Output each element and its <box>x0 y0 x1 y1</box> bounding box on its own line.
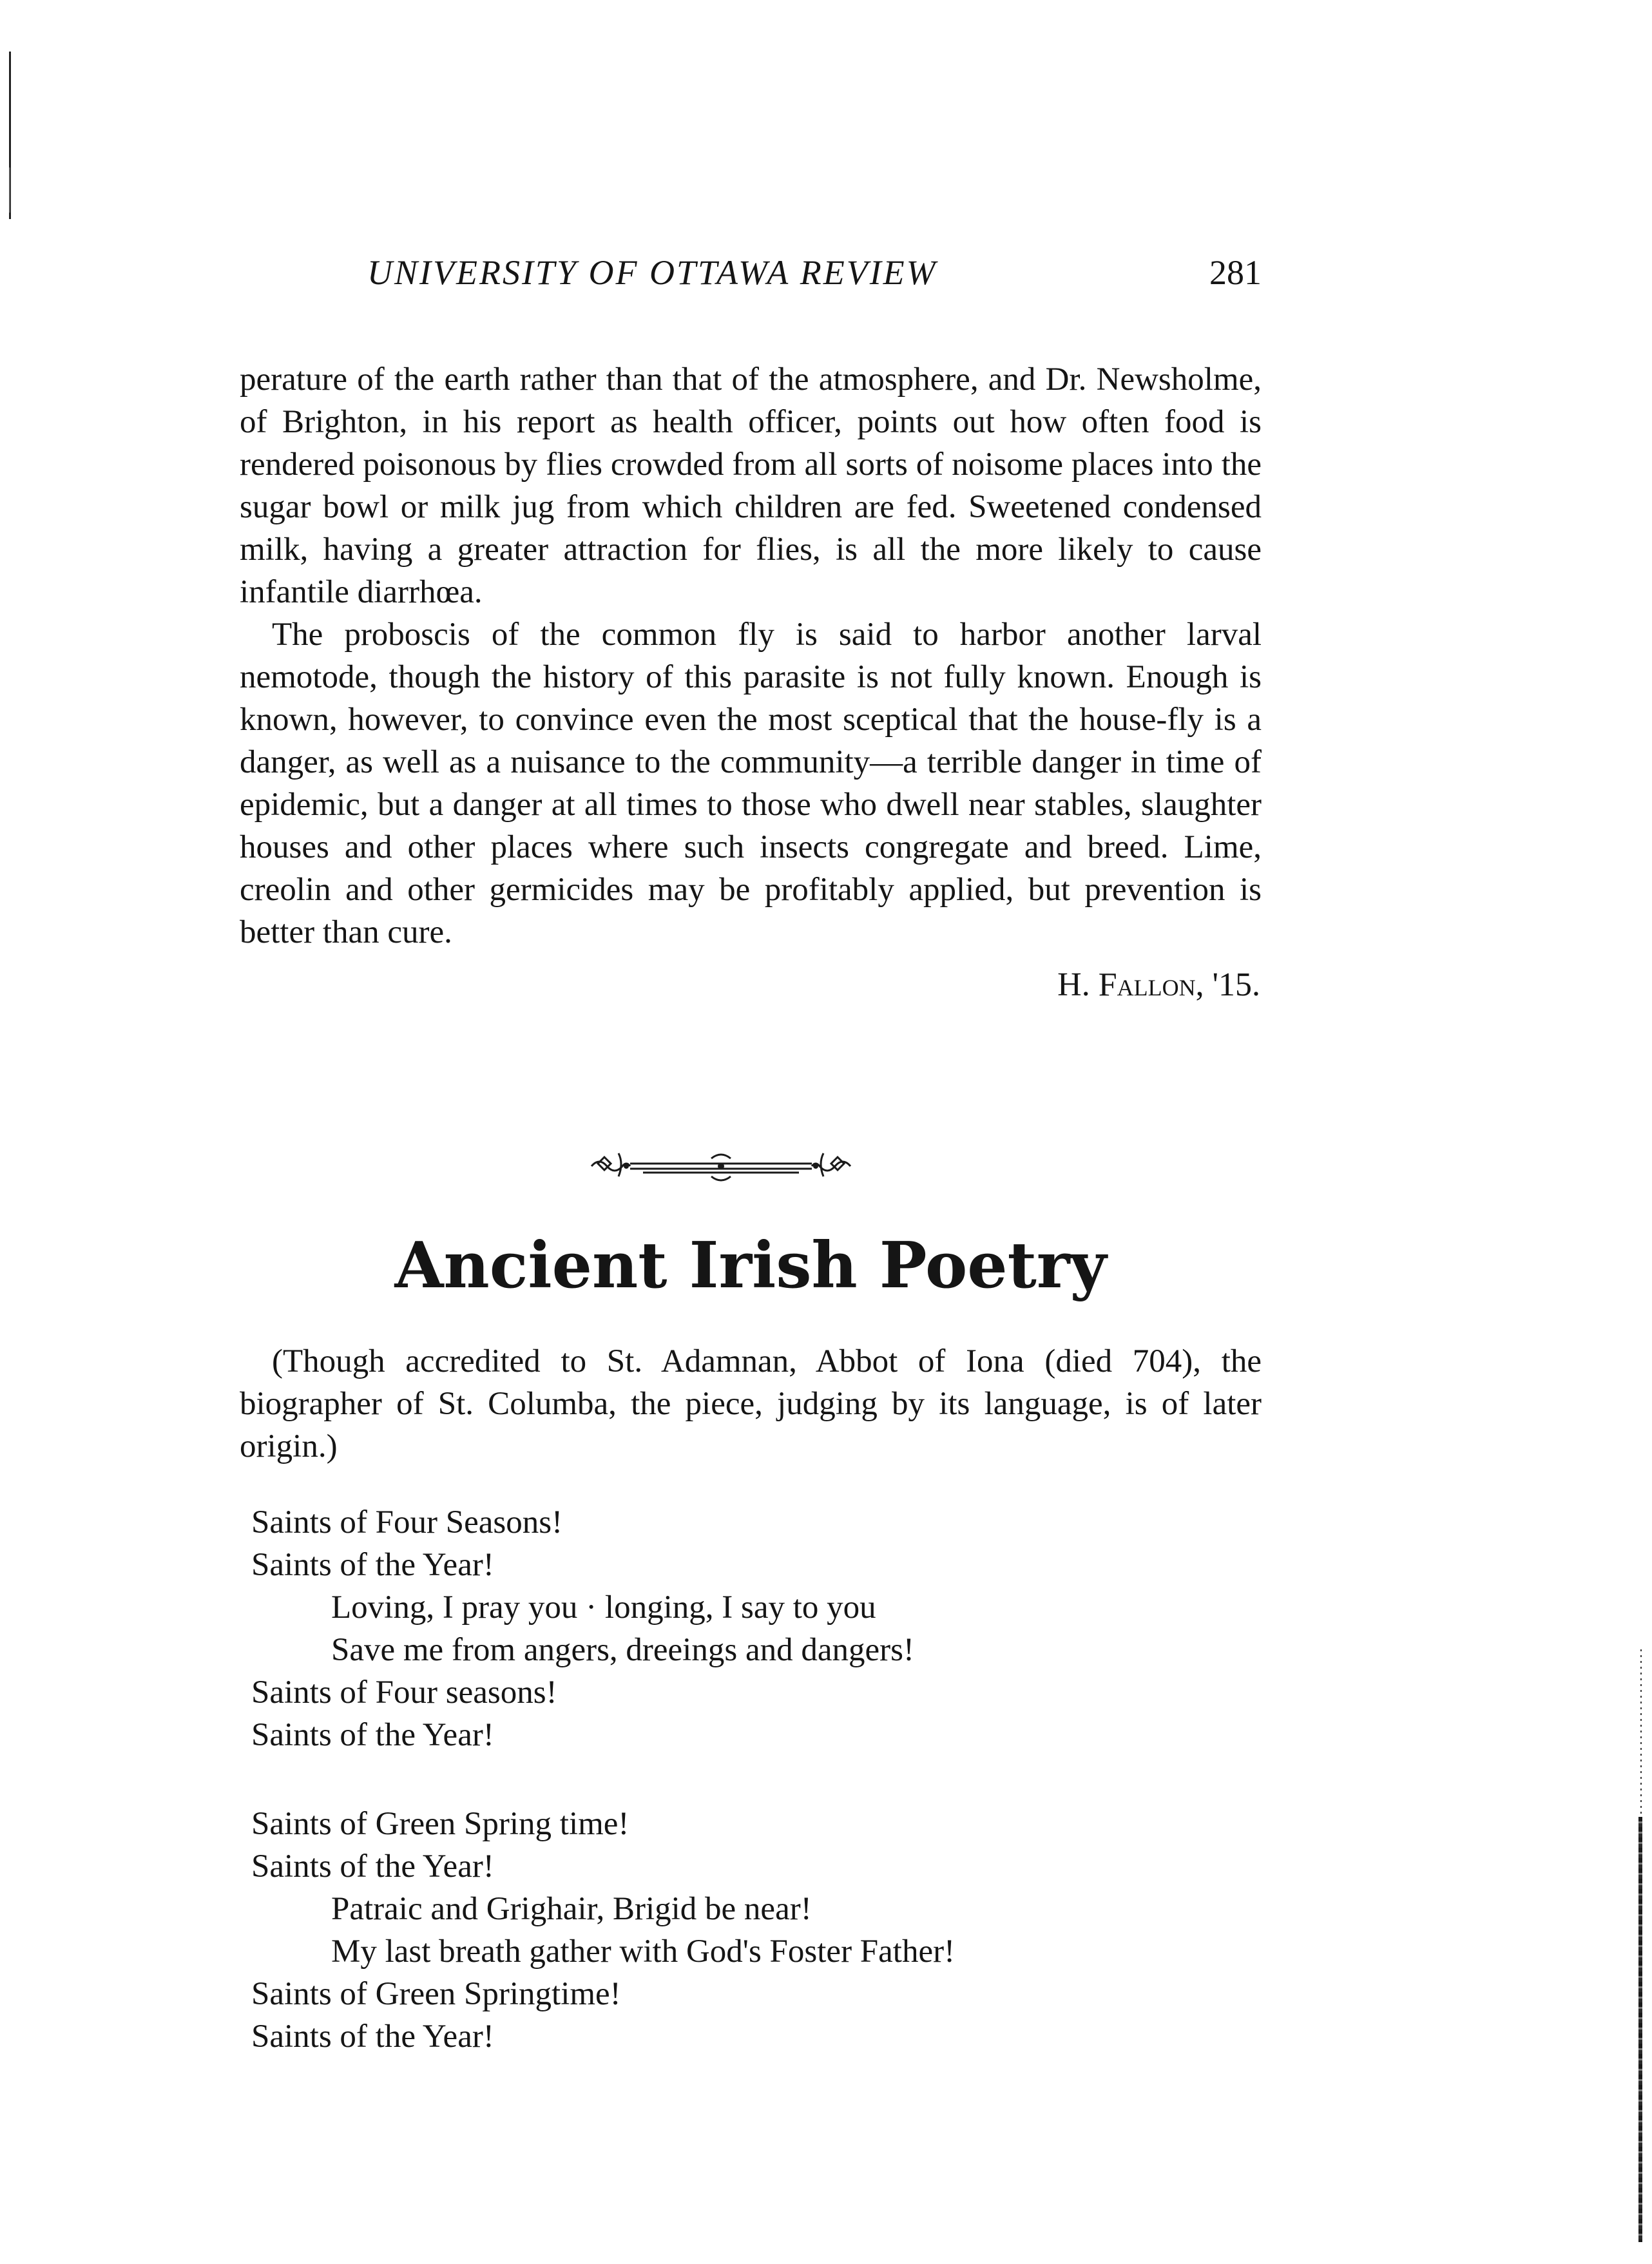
poem-line: Saints of the Year! <box>251 1717 494 1753</box>
scan-edge-mark <box>1640 1649 1642 1817</box>
scan-edge-mark <box>1638 1817 1642 2242</box>
running-title: UNIVERSITY OF OTTAWA REVIEW <box>367 253 937 292</box>
poem-title: Ancient Irish Poetry <box>394 1229 1107 1303</box>
poem-line: Save me from angers, dreeings and dangers! <box>331 1632 914 1668</box>
author-name: H. Fallon <box>1057 966 1196 1003</box>
page-header <box>367 253 1262 298</box>
poem-stanza <box>251 1501 1263 1756</box>
poem-line: Saints of Four Seasons! <box>251 1504 563 1540</box>
article-continuation <box>240 358 1262 1006</box>
poem-line: Saints of the Year! <box>251 1848 494 1885</box>
poem-line: Saints of Four seasons! <box>251 1674 557 1711</box>
poem-line: Saints of Green Springtime! <box>251 1976 621 2012</box>
author-year: , '15. <box>1195 966 1260 1003</box>
scan-edge-mark <box>9 168 10 213</box>
article-paragraph: perature of the earth rather than that of the atmosphere, and Dr. Newsholme, of Brighton, in his report as health officer, points out how often food is rendered poisonous by flies crowded from all sorts of noisome places into the sugar bowl or milk jug from which children are fed. Sweetened condensed milk, having a greater attraction for flies, is all the more likely to cause infantile diarrhœa. <box>240 361 1262 610</box>
poem-line: Patraic and Grighair, Brigid be near! <box>331 1891 812 1927</box>
poem-line: Saints of Green Spring time! <box>251 1806 629 1842</box>
page-number: 281 <box>1209 253 1262 292</box>
poem-line: Saints of the Year! <box>251 2019 494 2055</box>
poem-stanza <box>251 1803 1263 2058</box>
ornament-divider <box>585 1144 857 1191</box>
poem-line: Loving, I pray you · longing, I say to you <box>331 1589 876 1626</box>
article-paragraph: The proboscis of the common fly is said to harbor another larval nemotode, though the history of this parasite is not fully known. Enough is known, however, to convince even the most sceptical that the house-fly is a danger, as well as a nuisance to the community—a terrible danger in time of epidemic, but a danger at all times to those who dwell near stables, slaughter houses and other places where such insects congregate and breed. Lime, creolin and other germicides may be profitably applied, but prevention is better than cure. <box>240 617 1262 950</box>
author-signature <box>240 964 1262 1006</box>
poem-line: My last breath gather with God's Foster Father! <box>331 1933 956 1970</box>
poem-body <box>251 1501 1263 2104</box>
poem-line: Saints of the Year! <box>251 1547 494 1583</box>
poem-intro-note: (Though accredited to St. Adamnan, Abbot of Iona (died 704), the biographer of St. Columba, the piece, judging by its language, is of later origin.) <box>240 1343 1262 1464</box>
